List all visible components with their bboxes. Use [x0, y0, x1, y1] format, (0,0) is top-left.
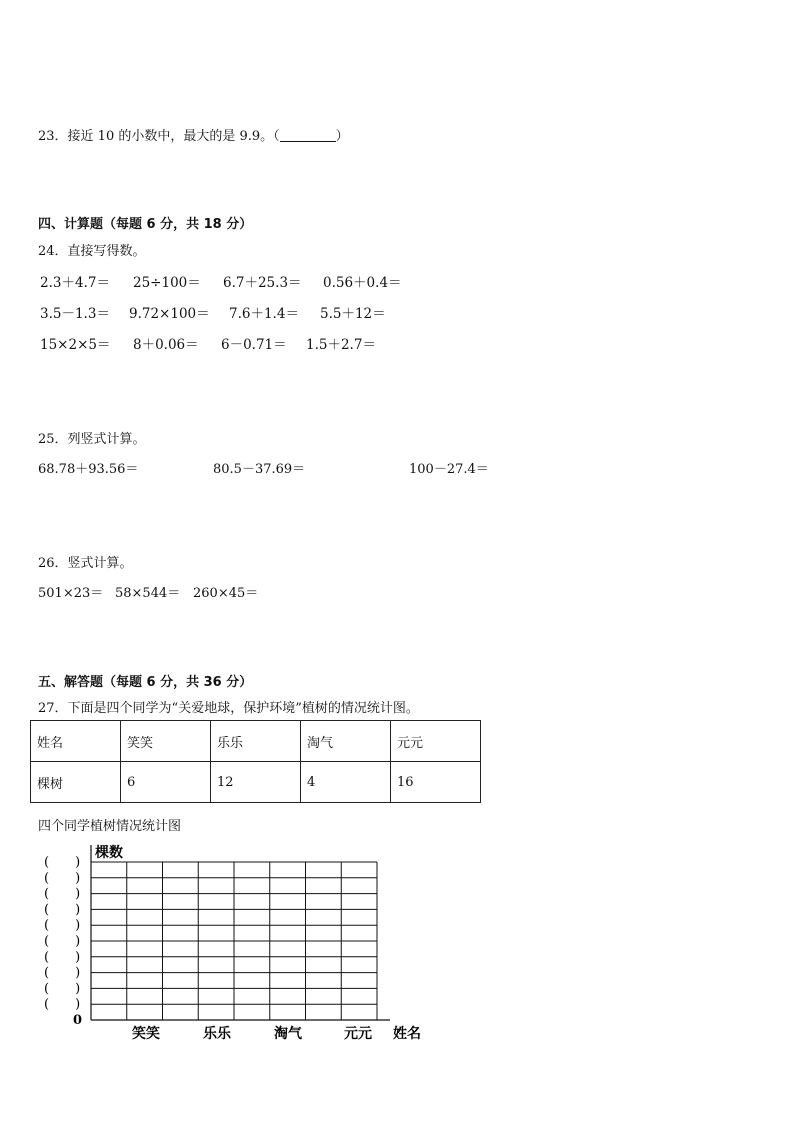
- q24-r2-c2: 6－0.71＝: [221, 337, 287, 353]
- section-5-title: 五、解答题（每题 6 分，共 36 分）: [38, 675, 253, 690]
- q24-r2-c0: 15×2×5＝: [40, 337, 111, 353]
- x-tick-label: 乐乐: [203, 1026, 231, 1042]
- q24-r1-c1: 9.72×100＝: [129, 306, 210, 322]
- q25-item-0: 68.78＋93.56＝: [38, 462, 139, 477]
- q24-r0-c1: 25÷100＝: [133, 275, 201, 291]
- q24-r1-c2: 7.6＋1.4＝: [229, 306, 299, 322]
- question-26-prompt: 26．竖式计算。: [38, 556, 133, 571]
- origin-label: 0: [73, 1013, 83, 1028]
- table-cell: 6: [121, 762, 211, 803]
- question-23-text: 23．接近 10 的小数中，最大的是 9.9。（: [38, 129, 280, 144]
- q26-item-2: 260×45＝: [193, 586, 259, 601]
- table-cell: 姓名: [31, 721, 121, 762]
- table-cell: 元元: [391, 721, 481, 762]
- q25-item-2: 100－27.4＝: [409, 462, 489, 477]
- y-tick-blank: ( ): [44, 886, 81, 902]
- x-tick-label: 淘气: [274, 1026, 302, 1042]
- q25-item-1: 80.5－37.69＝: [213, 462, 306, 477]
- question-27-prompt: 27．下面是四个同学为“关爱地球，保护环境”植树的情况统计图。: [38, 701, 419, 716]
- q24-r1-c0: 3.5－1.3＝: [40, 306, 110, 322]
- y-tick-blank: ( ): [44, 934, 81, 949]
- tree-count-table: [30, 720, 481, 803]
- table-header-row: [31, 721, 481, 762]
- q24-r2-c1: 8＋0.06＝: [133, 337, 199, 353]
- x-axis-label: 姓名: [393, 1026, 421, 1042]
- x-tick-label: 笑笑: [132, 1026, 160, 1042]
- question-23-close: ）: [335, 129, 349, 144]
- x-tick-label: 元元: [344, 1026, 372, 1042]
- chart-title: 四个同学植树情况统计图: [38, 819, 182, 834]
- q24-r0-c2: 6.7＋25.3＝: [223, 275, 302, 291]
- question-25-prompt: 25．列竖式计算。: [38, 432, 146, 447]
- y-tick-blank: ( ): [44, 997, 81, 1013]
- table-cell: 16: [391, 762, 481, 803]
- table-cell: 12: [211, 762, 301, 803]
- table-cell: 4: [301, 762, 391, 803]
- question-24-prompt: 24．直接写得数。: [38, 244, 146, 259]
- q24-r2-c3: 1.5＋2.7＝: [306, 337, 376, 353]
- question-23: [38, 125, 349, 144]
- q26-item-1: 58×544＝: [115, 586, 181, 601]
- table-cell: 棵树: [31, 762, 121, 803]
- answer-blank[interactable]: [280, 129, 336, 142]
- y-tick-blank: ( ): [44, 855, 81, 870]
- y-tick-blank: ( ): [44, 981, 81, 997]
- section-4-title: 四、计算题（每题 6 分，共 18 分）: [38, 217, 253, 232]
- y-tick-blank: ( ): [44, 949, 81, 965]
- y-tick-blank: ( ): [44, 902, 81, 918]
- y-tick-blank: ( ): [44, 918, 81, 934]
- y-tick-blank: ( ): [44, 870, 81, 886]
- q26-item-0: 501×23＝: [38, 586, 104, 601]
- q24-r0-c0: 2.3＋4.7＝: [40, 275, 110, 291]
- q24-r1-c3: 5.5＋12＝: [320, 306, 386, 322]
- y-axis-label: 棵数: [95, 845, 123, 861]
- table-cell: 淘气: [301, 721, 391, 762]
- table-cell: 乐乐: [211, 721, 301, 762]
- table-row: [31, 762, 481, 803]
- table-cell: 笑笑: [121, 721, 211, 762]
- y-tick-blank: ( ): [44, 965, 81, 981]
- q24-r0-c3: 0.56＋0.4＝: [323, 275, 402, 291]
